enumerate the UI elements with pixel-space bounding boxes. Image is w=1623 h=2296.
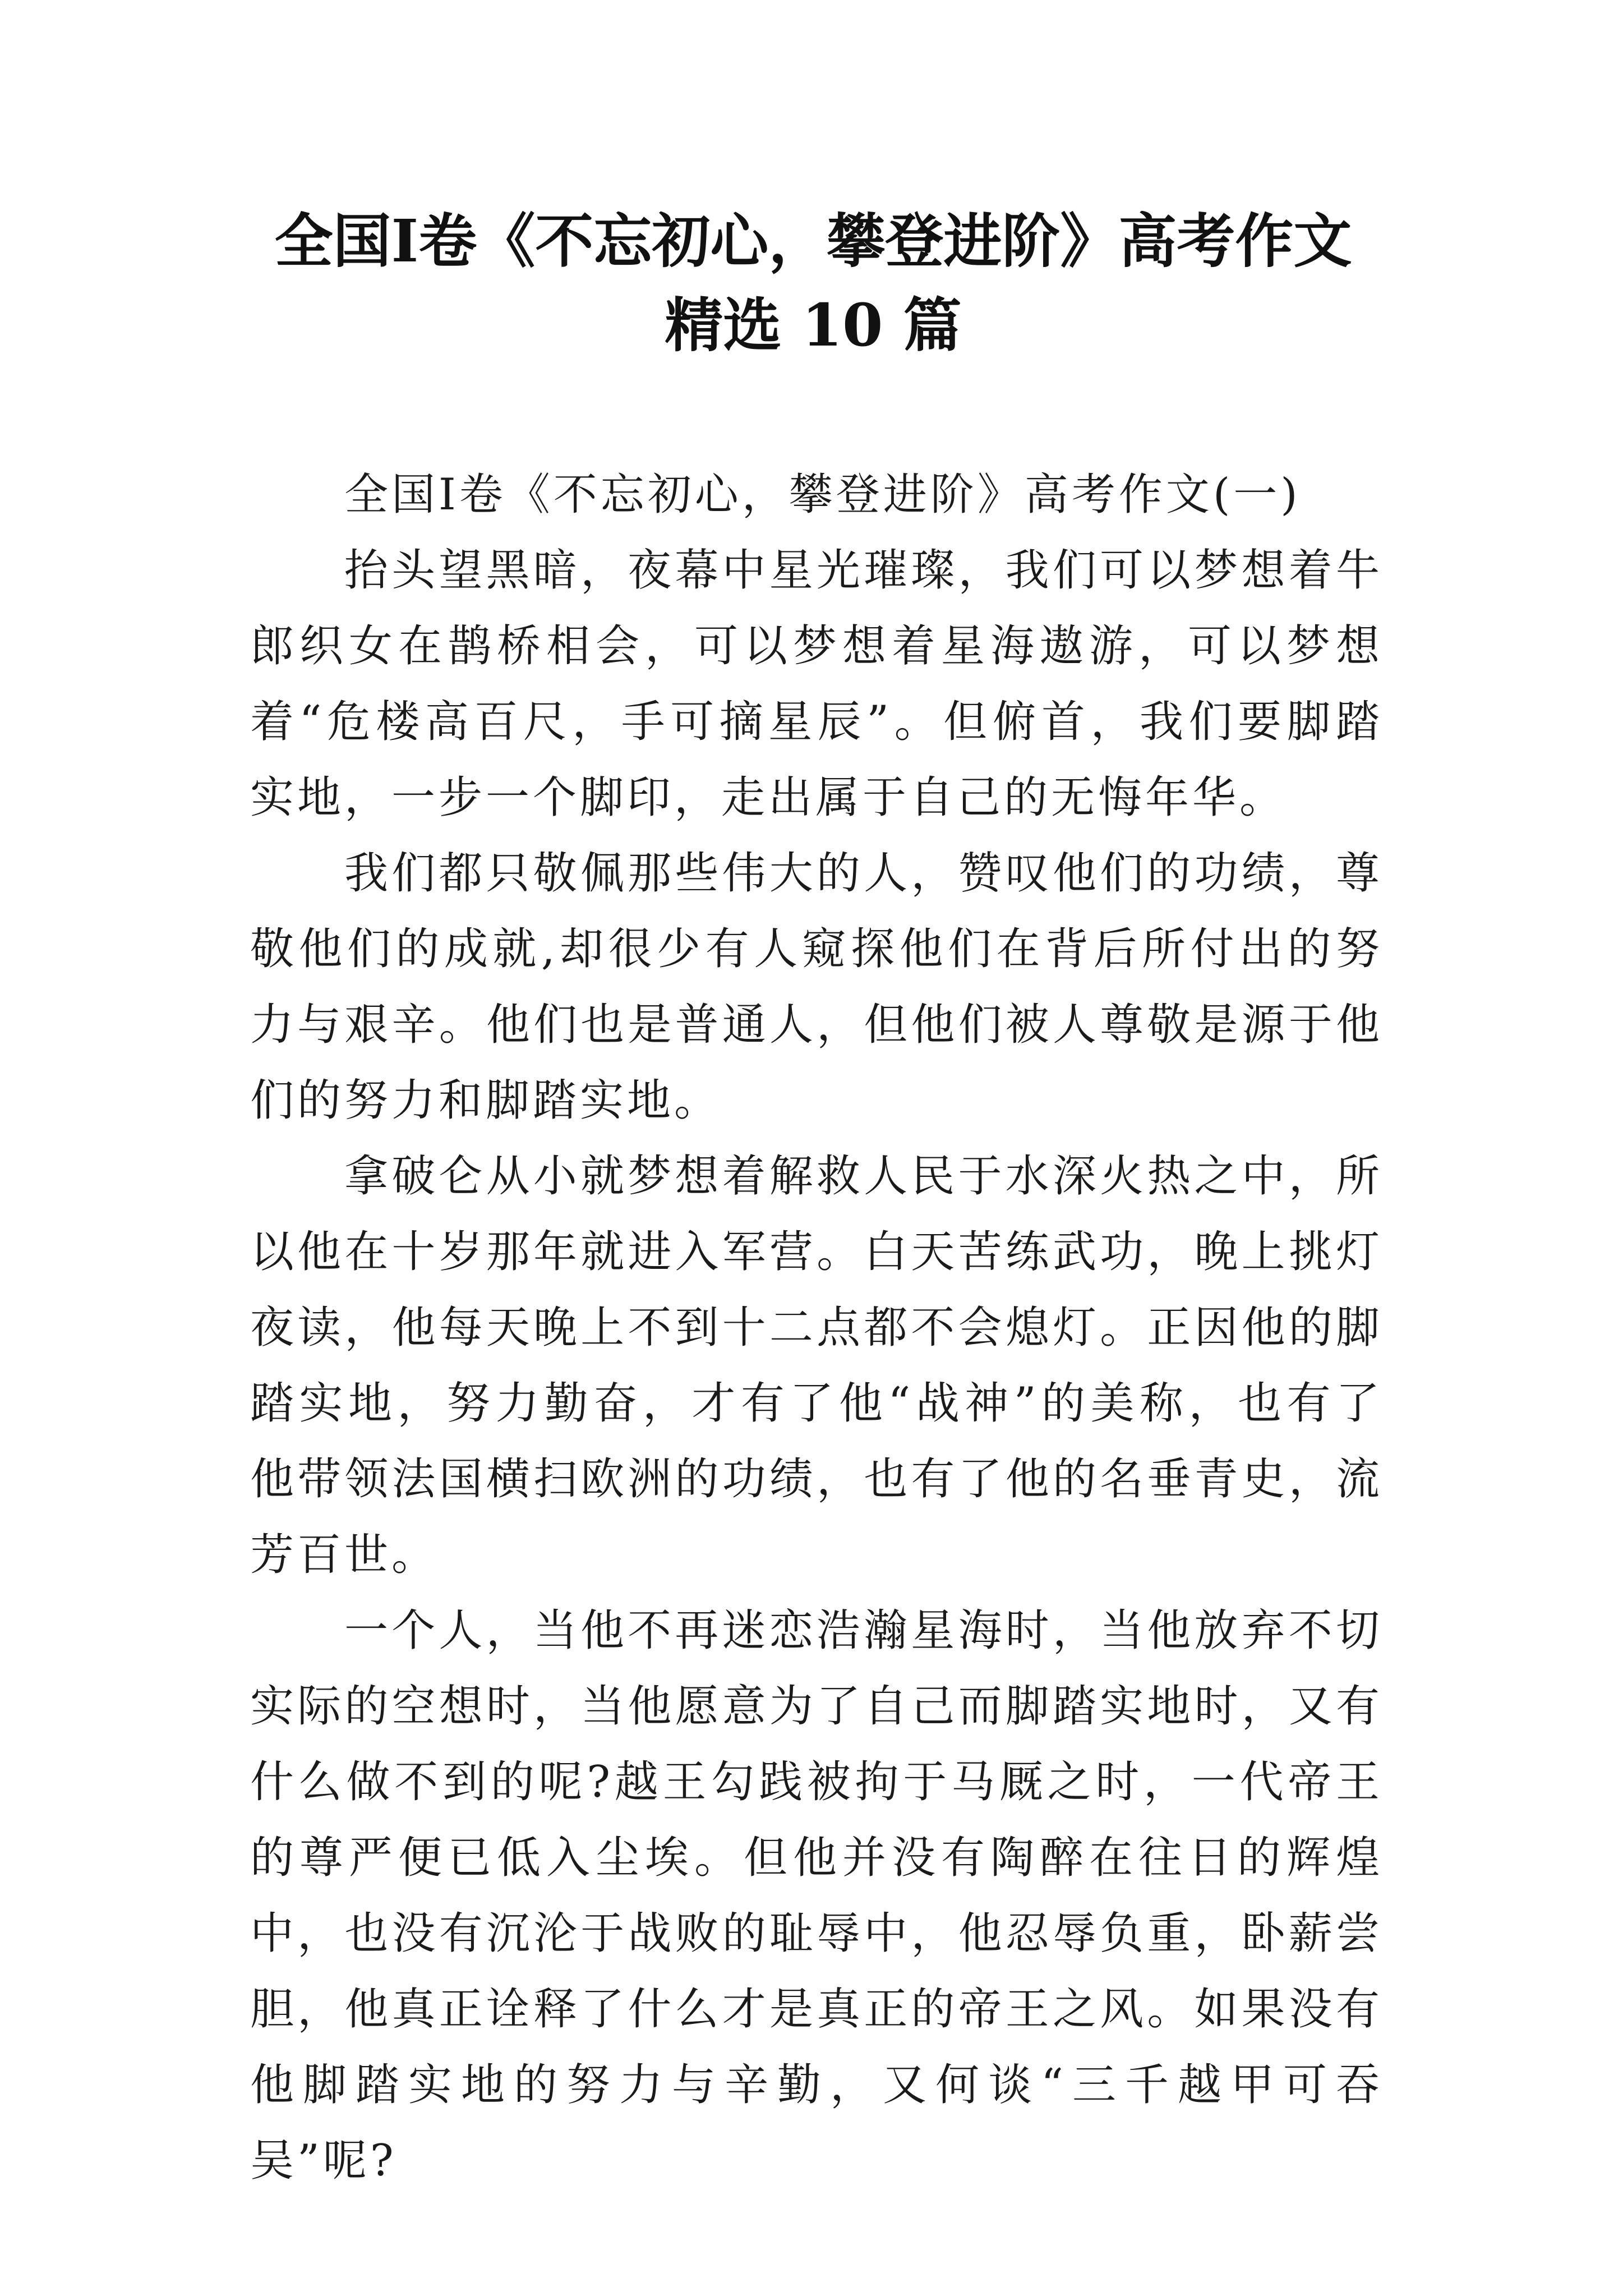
- paragraph: 一个人，当他不再迷恋浩瀚星海时，当他放弃不切实际的空想时，当他愿意为了自己而脚踏实地时，又有什么做不到的呢?越王勾践被拘于马厩之时，一代帝王的尊严便已低入尘埃。但他并没有陶醉在往日的辉煌中，也没有沉沦于战败的耻辱中，他忍辱负重，卧薪尝胆，他真正诠释了什么才是真正的帝王之风。如果没有他脚踏实地的努力与辛勤，又何谈“三千越甲可吞吴”呢?: [250, 1605, 1383, 2186]
- section-heading: 全国Ⅰ卷《不忘初心，攀登进阶》高考作文(一): [344, 470, 1301, 520]
- document-body: [250, 457, 1383, 2199]
- document-title-line2: 精选 10 篇: [665, 291, 962, 360]
- document-title-line1: 全国Ⅰ卷《不忘初心，攀登进阶》高考作文: [274, 206, 1352, 275]
- paragraph: 我们都只敬佩那些伟大的人，赞叹他们的功绩，尊敬他们的成就,却很少有人窥探他们在背后所付出的努力与艰辛。他们也是普通人，但他们被人尊敬是源于他们的努力和脚踏实地。: [250, 848, 1383, 1126]
- paragraph: 拿破仑从小就梦想着解救人民于水深火热之中，所以他在十岁那年就进入军营。白天苦练武功，晚上挑灯夜读，他每天晚上不到十二点都不会熄灯。正因他的脚踏实地，努力勤奋，才有了他“战神”的美称，也有了他带领法国横扫欧洲的功绩，也有了他的名垂青史，流芳百世。: [250, 1151, 1383, 1580]
- paragraph: 抬头望黑暗，夜幕中星光璀璨，我们可以梦想着牛郎织女在鹊桥相会，可以梦想着星海遨游，可以梦想着“危楼高百尺，手可摘星辰”。但俯首，我们要脚踏实地，一步一个脚印，走出属于自己的无悔年华。: [250, 545, 1383, 823]
